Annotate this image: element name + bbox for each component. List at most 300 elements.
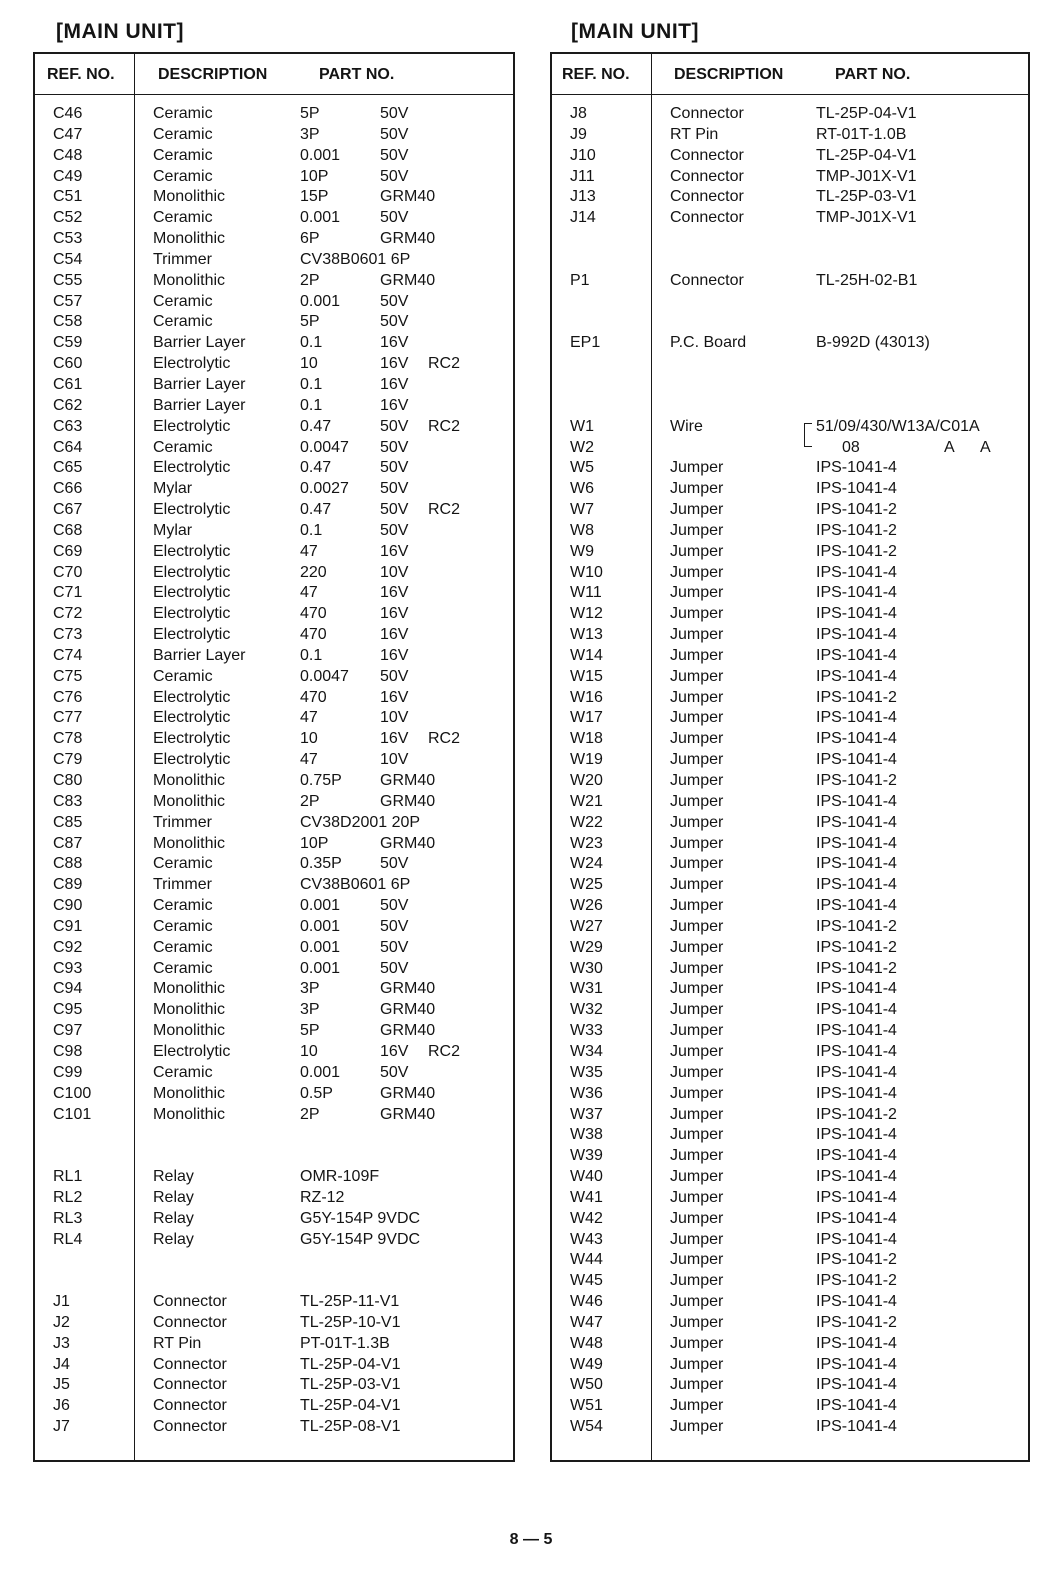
description-cell: Jumper xyxy=(670,1022,724,1040)
part-value-cell: 220 xyxy=(300,563,327,581)
ref-no-cell: W2 xyxy=(570,438,594,456)
description-cell: Ceramic xyxy=(153,897,213,915)
part-rating-cell: 50V xyxy=(380,959,409,977)
description-cell: Monolithic xyxy=(153,188,226,206)
part-rating-cell: 50V xyxy=(380,501,409,519)
table-row xyxy=(552,625,1028,646)
table-row xyxy=(35,875,513,896)
ref-no-cell: C48 xyxy=(53,146,83,164)
part-rating-cell: 50V xyxy=(380,313,409,331)
description-cell: Monolithic xyxy=(153,772,226,789)
table-row xyxy=(552,1292,1028,1313)
part-value-cell: CV38B0601 6P xyxy=(300,250,411,268)
table-row xyxy=(552,1042,1028,1063)
table-row xyxy=(35,688,513,709)
part-no-cell: IPS-1041-4 xyxy=(816,1147,897,1165)
ref-no-cell: W45 xyxy=(570,1272,603,1290)
part-rating-cell: 50V xyxy=(380,292,409,310)
part-rating-cell: 16V xyxy=(380,355,409,373)
description-cell: Jumper xyxy=(670,501,724,519)
table-row xyxy=(35,792,513,813)
part-rating-cell: GRM40 xyxy=(380,1001,436,1019)
table-row xyxy=(35,1188,513,1209)
table-row xyxy=(552,604,1028,625)
part-no-cell: IPS-1041-4 xyxy=(816,584,897,602)
part-type-cell: RC2 xyxy=(428,1042,461,1060)
description-cell: Jumper xyxy=(670,813,724,831)
part-rating-cell: 16V xyxy=(380,334,409,352)
ref-no-cell: W12 xyxy=(570,605,603,623)
ref-no-cell: C92 xyxy=(53,938,83,956)
description-cell: Jumper xyxy=(670,1418,724,1436)
ref-no-cell: W54 xyxy=(570,1418,603,1436)
ref-no-cell: W27 xyxy=(570,917,603,935)
description-cell: Monolithic xyxy=(153,1022,226,1040)
table-row xyxy=(552,312,1028,333)
part-rating-cell: 16V xyxy=(380,688,409,706)
part-value-cell: G5Y-154P 9VDC xyxy=(300,1209,421,1227)
part-rating-cell: 16V xyxy=(380,584,409,602)
part-rating-cell: 16V xyxy=(380,1042,409,1060)
ref-no-cell: C78 xyxy=(53,730,83,748)
ref-no-cell: C57 xyxy=(53,292,83,310)
ref-no-cell: C68 xyxy=(53,521,83,539)
table-row xyxy=(552,854,1028,875)
description-cell: Jumper xyxy=(670,730,724,748)
table-row xyxy=(552,813,1028,834)
part-no-cell: IPS-1041-4 xyxy=(816,730,897,748)
ref-no-cell: J1 xyxy=(53,1293,70,1311)
ref-no-cell: W34 xyxy=(570,1042,603,1060)
description-cell: Trimmer xyxy=(153,876,212,894)
description-cell: Barrier Layer xyxy=(153,646,246,664)
description-cell: Jumper xyxy=(670,917,724,935)
description-cell: Connector xyxy=(670,105,744,122)
ref-no-cell: P1 xyxy=(570,271,590,289)
ref-no-cell: J13 xyxy=(570,188,596,206)
description-cell: Barrier Layer xyxy=(153,375,246,393)
part-rating-cell: GRM40 xyxy=(380,230,436,248)
part-value-cell: 0.1 xyxy=(300,375,323,393)
part-value-cell: OMR-109F xyxy=(300,1168,380,1186)
part-no-cell: IPS-1041-4 xyxy=(816,563,897,581)
table-row xyxy=(552,354,1028,375)
table-row xyxy=(552,500,1028,521)
description-cell: Ceramic xyxy=(153,146,213,164)
ref-no-cell: J7 xyxy=(53,1418,70,1436)
description-cell: Jumper xyxy=(670,855,724,873)
table-row xyxy=(552,125,1028,146)
table-row xyxy=(552,1000,1028,1021)
part-value-cell: TL-25P-11-V1 xyxy=(300,1293,400,1311)
description-cell: Connector xyxy=(670,167,744,185)
right-rows xyxy=(552,104,1028,1438)
description-cell: Ceramic xyxy=(153,209,213,227)
table-row xyxy=(35,834,513,855)
ref-no-cell: W19 xyxy=(570,751,603,769)
ref-no-cell: W40 xyxy=(570,1168,603,1186)
part-value-cell: 0.0047 xyxy=(300,438,349,456)
part-value-cell: 470 xyxy=(300,688,327,706)
part-rating-cell: 10V xyxy=(380,709,409,727)
description-cell: Ceramic xyxy=(153,125,213,143)
ref-no-cell: W18 xyxy=(570,730,603,748)
description-cell: Mylar xyxy=(153,480,193,498)
ref-no-cell: RL3 xyxy=(53,1209,83,1227)
ref-no-cell: C101 xyxy=(53,1105,92,1123)
table-row xyxy=(35,938,513,959)
ref-no-cell: C72 xyxy=(53,605,83,623)
part-value-cell: 2P xyxy=(300,271,320,289)
table-row xyxy=(552,229,1028,250)
ref-no-cell: J9 xyxy=(570,125,587,143)
table-row xyxy=(552,479,1028,500)
table-row xyxy=(35,250,513,271)
part-rating-cell: 16V xyxy=(380,396,409,414)
part-value-cell: 3P xyxy=(300,125,320,143)
part-rating-cell: 50V xyxy=(380,938,409,956)
part-value-cell: 0.1 xyxy=(300,646,323,664)
ref-no-cell: J3 xyxy=(53,1334,70,1352)
part-rating-cell: GRM40 xyxy=(380,188,436,206)
ref-no-cell: J2 xyxy=(53,1313,70,1331)
table-row xyxy=(552,792,1028,813)
table-row xyxy=(552,1188,1028,1209)
table-row xyxy=(552,167,1028,188)
ref-no-cell: C89 xyxy=(53,876,83,894)
table-row xyxy=(35,1105,513,1126)
header-part-no: PART NO. xyxy=(835,66,911,83)
part-value-cell: 0.001 xyxy=(300,959,341,977)
part-rating-cell: 50V xyxy=(380,417,409,435)
ref-no-cell: W46 xyxy=(570,1293,603,1311)
table-row xyxy=(35,1334,513,1355)
table-row xyxy=(552,1167,1028,1188)
table-row xyxy=(35,1063,513,1084)
ref-no-cell: W41 xyxy=(570,1188,603,1206)
ref-no-cell: C59 xyxy=(53,334,83,352)
description-cell: Electrolytic xyxy=(153,751,231,769)
description-cell: Trimmer xyxy=(153,813,212,831)
description-cell: Jumper xyxy=(670,1376,724,1394)
ref-no-cell: C62 xyxy=(53,396,83,414)
table-row xyxy=(552,292,1028,313)
part-no-cell: IPS-1041-4 xyxy=(816,1063,897,1081)
ref-no-cell: C69 xyxy=(53,542,83,560)
part-no-cell: TL-25P-04-V1 xyxy=(816,105,917,122)
part-rating-cell: 16V xyxy=(380,730,409,748)
ref-no-cell: W50 xyxy=(570,1376,603,1394)
table-row xyxy=(552,688,1028,709)
description-cell: Jumper xyxy=(670,688,724,706)
ref-no-cell: C52 xyxy=(53,209,83,227)
right-parts-table xyxy=(550,52,1030,1462)
ref-no-cell: W22 xyxy=(570,813,603,831)
table-row xyxy=(552,1146,1028,1167)
table-row xyxy=(552,896,1028,917)
description-cell: Connector xyxy=(670,146,744,164)
part-value-cell: 0.001 xyxy=(300,938,341,956)
table-row xyxy=(552,1271,1028,1292)
description-cell: Monolithic xyxy=(153,230,226,248)
ref-no-cell: C88 xyxy=(53,855,83,873)
part-rating-cell: 50V xyxy=(380,105,409,122)
description-cell: Electrolytic xyxy=(153,584,231,602)
table-row xyxy=(552,959,1028,980)
part-no-cell: IPS-1041-4 xyxy=(816,855,897,873)
part-rating-cell: 10V xyxy=(380,563,409,581)
ref-no-cell: W13 xyxy=(570,626,603,644)
table-row xyxy=(35,1021,513,1042)
table-row xyxy=(35,187,513,208)
ref-no-cell: C79 xyxy=(53,751,83,769)
table-row xyxy=(35,271,513,292)
table-row xyxy=(35,708,513,729)
description-cell: Jumper xyxy=(670,563,724,581)
description-cell: Jumper xyxy=(670,1334,724,1352)
part-no-cell: IPS-1041-4 xyxy=(816,646,897,664)
ref-no-cell: W16 xyxy=(570,688,603,706)
table-row xyxy=(35,312,513,333)
description-cell: Ceramic xyxy=(153,313,213,331)
part-value-cell: 0.001 xyxy=(300,292,341,310)
table-row xyxy=(35,1375,513,1396)
ref-no-cell: RL4 xyxy=(53,1230,83,1248)
ref-no-cell: C55 xyxy=(53,271,83,289)
description-cell: Jumper xyxy=(670,1147,724,1165)
ref-no-cell: C74 xyxy=(53,646,83,664)
ref-no-cell: J10 xyxy=(570,146,596,164)
description-cell: Ceramic xyxy=(153,959,213,977)
part-value-cell: 47 xyxy=(300,709,318,727)
part-no-cell: IPS-1041-4 xyxy=(816,459,897,477)
header-description: DESCRIPTION xyxy=(674,66,784,83)
table-row xyxy=(552,729,1028,750)
ref-no-cell: W21 xyxy=(570,792,603,810)
ref-no-cell: C95 xyxy=(53,1001,83,1019)
part-no-cell: IPS-1041-2 xyxy=(816,521,897,539)
table-row xyxy=(552,917,1028,938)
description-cell: Electrolytic xyxy=(153,730,231,748)
ref-no-cell: C61 xyxy=(53,375,83,393)
part-no-cell: IPS-1041-2 xyxy=(816,772,897,789)
ref-no-cell: W42 xyxy=(570,1209,603,1227)
description-cell: Monolithic xyxy=(153,271,226,289)
part-value-cell: 0.47 xyxy=(300,417,332,435)
ref-no-cell: W14 xyxy=(570,646,603,664)
ref-no-cell: C70 xyxy=(53,563,83,581)
description-cell: Relay xyxy=(153,1230,194,1248)
table-row xyxy=(35,604,513,625)
part-value-cell: 0.001 xyxy=(300,209,341,227)
description-cell: Jumper xyxy=(670,1063,724,1081)
table-row xyxy=(552,1209,1028,1230)
ref-no-cell: W30 xyxy=(570,959,603,977)
table-row xyxy=(552,1063,1028,1084)
description-cell: Monolithic xyxy=(153,792,226,810)
part-value-cell: 10P xyxy=(300,167,329,185)
ref-no-cell: J6 xyxy=(53,1397,70,1415)
table-row xyxy=(552,333,1028,354)
description-cell: Monolithic xyxy=(153,980,226,998)
ref-no-cell: C47 xyxy=(53,125,83,143)
ref-no-cell: W31 xyxy=(570,980,603,998)
part-value-cell: 0.35P xyxy=(300,855,342,873)
ref-no-cell: C60 xyxy=(53,355,83,373)
ref-no-cell: C97 xyxy=(53,1022,83,1040)
part-no-cell: IPS-1041-4 xyxy=(816,1355,897,1373)
ref-no-cell: RL2 xyxy=(53,1188,83,1206)
table-row xyxy=(35,771,513,792)
part-no-cell: 08 xyxy=(842,438,860,456)
part-no-cell: IPS-1041-4 xyxy=(816,626,897,644)
table-row xyxy=(552,1125,1028,1146)
part-value-cell: CV38B0601 6P xyxy=(300,876,411,894)
table-row xyxy=(552,1250,1028,1271)
ref-no-cell: C80 xyxy=(53,772,83,789)
part-type-cell: RC2 xyxy=(428,417,461,435)
ref-no-cell: J14 xyxy=(570,209,596,227)
part-no-cell: RT-01T-1.0B xyxy=(816,125,907,143)
part-no-cell: B-992D (43013) xyxy=(816,334,930,352)
description-cell: Electrolytic xyxy=(153,688,231,706)
description-cell: Jumper xyxy=(670,1251,724,1269)
part-no-cell: IPS-1041-2 xyxy=(816,1272,897,1290)
part-no-cell: IPS-1041-4 xyxy=(816,1188,897,1206)
part-value-cell: 47 xyxy=(300,751,318,769)
table-row xyxy=(552,271,1028,292)
ref-no-cell: C94 xyxy=(53,980,83,998)
ref-no-cell: W32 xyxy=(570,1001,603,1019)
part-type-cell: RC2 xyxy=(428,355,461,373)
part-rating-cell: GRM40 xyxy=(380,980,436,998)
part-value-cell: 2P xyxy=(300,792,320,810)
table-row xyxy=(35,1271,513,1292)
description-cell: Connector xyxy=(153,1355,227,1373)
ref-no-cell: C98 xyxy=(53,1042,83,1060)
table-row xyxy=(35,1042,513,1063)
ref-no-cell: C49 xyxy=(53,167,83,185)
ref-no-cell: W48 xyxy=(570,1334,603,1352)
table-row xyxy=(35,375,513,396)
description-cell: Barrier Layer xyxy=(153,334,246,352)
part-value-cell: 0.001 xyxy=(300,917,341,935)
part-no-cell: IPS-1041-4 xyxy=(816,709,897,727)
part-value-cell: 5P xyxy=(300,313,320,331)
table-row xyxy=(35,208,513,229)
ref-no-cell: C58 xyxy=(53,313,83,331)
part-rating-cell: 50V xyxy=(380,146,409,164)
ref-no-cell: J5 xyxy=(53,1376,70,1394)
table-row xyxy=(552,1105,1028,1126)
ref-no-cell: W51 xyxy=(570,1397,603,1415)
part-rating-cell: 50V xyxy=(380,521,409,539)
description-cell: Jumper xyxy=(670,792,724,810)
part-no-cell: IPS-1041-2 xyxy=(816,1105,897,1123)
table-row xyxy=(552,458,1028,479)
part-value-cell: TL-25P-03-V1 xyxy=(300,1376,401,1394)
description-cell: Jumper xyxy=(670,980,724,998)
ref-no-cell: RL1 xyxy=(53,1168,83,1186)
description-cell: Ceramic xyxy=(153,292,213,310)
part-no-cell: IPS-1041-4 xyxy=(816,876,897,894)
description-cell: Jumper xyxy=(670,542,724,560)
description-cell: Jumper xyxy=(670,834,724,852)
table-row xyxy=(552,979,1028,1000)
ref-no-cell: C91 xyxy=(53,917,83,935)
ref-no-cell: C71 xyxy=(53,584,83,602)
table-row xyxy=(552,396,1028,417)
part-rating-cell: 50V xyxy=(380,459,409,477)
part-no-cell: IPS-1041-4 xyxy=(816,1168,897,1186)
table-row xyxy=(35,813,513,834)
part-rating-cell: GRM40 xyxy=(380,834,436,852)
description-cell: Jumper xyxy=(670,521,724,539)
ref-no-cell: W29 xyxy=(570,938,603,956)
ref-no-cell: W26 xyxy=(570,897,603,915)
ref-no-cell: C77 xyxy=(53,709,83,727)
left-rows xyxy=(35,104,513,1438)
ref-no-cell: J4 xyxy=(53,1355,70,1373)
description-cell: Jumper xyxy=(670,1355,724,1373)
ref-no-cell: C100 xyxy=(53,1084,92,1102)
table-row xyxy=(552,875,1028,896)
part-value-cell: RZ-12 xyxy=(300,1188,345,1206)
description-cell: Connector xyxy=(670,188,744,206)
right-section-title: [MAIN UNIT] xyxy=(571,20,699,43)
part-no-cell: IPS-1041-4 xyxy=(816,1084,897,1102)
table-row xyxy=(35,979,513,1000)
part-no-cell: IPS-1041-2 xyxy=(816,959,897,977)
table-row xyxy=(35,167,513,188)
part-no-cell: IPS-1041-2 xyxy=(816,917,897,935)
ref-no-cell: C85 xyxy=(53,813,83,831)
table-row xyxy=(552,521,1028,542)
part-no-cell: IPS-1041-2 xyxy=(816,1313,897,1331)
description-cell: Barrier Layer xyxy=(153,396,246,414)
part-no-cell: IPS-1041-4 xyxy=(816,1334,897,1352)
table-row xyxy=(552,563,1028,584)
ref-no-cell: W33 xyxy=(570,1022,603,1040)
table-row xyxy=(35,292,513,313)
description-cell: Jumper xyxy=(670,1188,724,1206)
description-cell: Electrolytic xyxy=(153,501,231,519)
part-value-cell: 10 xyxy=(300,355,318,373)
wire-variant-a: A xyxy=(980,438,991,456)
ref-no-cell: W10 xyxy=(570,563,603,581)
part-no-cell: IPS-1041-4 xyxy=(816,1042,897,1060)
part-value-cell: 0.75P xyxy=(300,772,342,789)
table-row xyxy=(552,667,1028,688)
part-rating-cell: GRM40 xyxy=(380,271,436,289)
part-value-cell: 3P xyxy=(300,980,320,998)
part-no-cell: IPS-1041-4 xyxy=(816,751,897,769)
ref-no-cell: C83 xyxy=(53,792,83,810)
description-cell: Electrolytic xyxy=(153,355,231,373)
part-no-cell: IPS-1041-4 xyxy=(816,1376,897,1394)
table-row xyxy=(552,646,1028,667)
part-value-cell: 5P xyxy=(300,105,320,122)
table-row xyxy=(552,1084,1028,1105)
part-rating-cell: 50V xyxy=(380,125,409,143)
table-row xyxy=(35,146,513,167)
description-cell: Jumper xyxy=(670,459,724,477)
table-row xyxy=(35,1000,513,1021)
description-cell: P.C. Board xyxy=(670,334,747,352)
left-section-title: [MAIN UNIT] xyxy=(56,20,184,43)
table-row xyxy=(552,750,1028,771)
table-row xyxy=(35,729,513,750)
